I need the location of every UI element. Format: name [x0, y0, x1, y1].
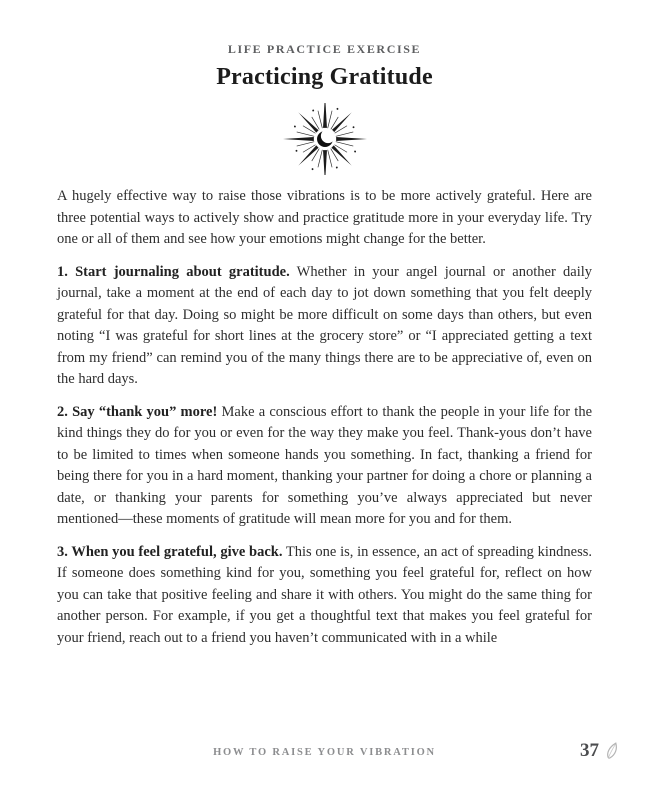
- item-2-lead: 2. Say “thank you” more!: [57, 403, 218, 420]
- starburst-moon-ornament-icon: [0, 103, 649, 175]
- item-3-lead: 3. When you feel grateful, give back.: [57, 543, 283, 560]
- intro-paragraph: A hugely effective way to raise those vibrations is to be more actively grateful. Here are three potential ways to actively show and practice gratitude more in your everyday life. Try one or all of them and see how your emotions might change for the better.: [57, 188, 592, 247]
- gratitude-item-3: [57, 542, 592, 650]
- item-1-body: Whether in your angel journal or another daily journal, take a moment at the end of each day to jot down something that you felt deeply grateful for that day. Doing so might be more difficult on some days than others, but even noting “I was grateful for short lines at the grocery store” or “I appreciated getting a text from my friend” can remind you of the many things there are to be appreciative of, even on the hard days.: [57, 263, 592, 387]
- gratitude-item-1: [57, 262, 592, 391]
- page-title: Practicing Gratitude: [216, 64, 433, 90]
- leaf-icon: [604, 741, 621, 760]
- section-kicker: LIFE PRACTICE EXERCISE: [227, 42, 422, 56]
- gratitude-item-2: [57, 402, 592, 531]
- body-text-block: [57, 186, 592, 660]
- running-title: HOW TO RAISE YOUR VIBRATION: [213, 747, 436, 758]
- item-2-body: Make a conscious effort to thank the people in your life for the kind things they do for you or even for the way they make you feel. Thank-yous don’t have to be limited to times when someone hands you something. In fact, thanking a friend for being there for you in a hard moment, thanking your partner for doing a chore or planning a date, or thanking your parents for something you’ve always appreciated but never mentioned—these moments of gratitude will mean more for you and for them.: [57, 403, 593, 527]
- item-1-lead: 1. Start journaling about gratitude.: [57, 263, 290, 280]
- page-header: [0, 0, 649, 175]
- page-number-group: [580, 740, 621, 762]
- item-3-body: This one is, in essence, an act of spreading kindness. If someone does something kind for you, something you feel grateful for, reflect on how you can take that positive feeling and share it with others. You might do the same thing for another person. For example, if you get a thoughtful text that makes you feel grateful for your friend, reach out to a friend you haven’t communicated with in a while: [57, 543, 593, 646]
- page-number: 37: [580, 740, 599, 761]
- page-footer: [0, 740, 649, 766]
